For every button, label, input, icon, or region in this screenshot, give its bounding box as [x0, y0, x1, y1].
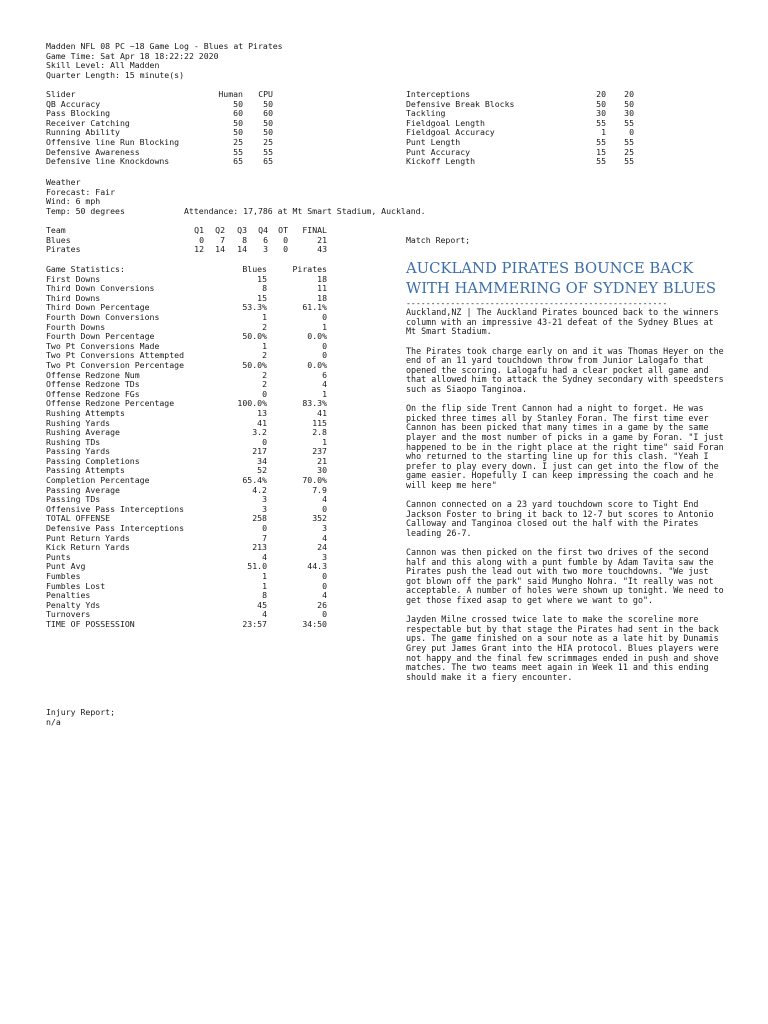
period-score: 0 [283, 234, 288, 245]
stat-label: Two Pt Conversions Attempted [46, 350, 185, 361]
human-value: 55 [233, 146, 243, 157]
score-rows [46, 226, 331, 255]
period-header: Q4 [258, 225, 268, 235]
blues-value: 2 [262, 350, 267, 361]
period-score: 14 [237, 244, 247, 255]
blues-value: 100.0% [237, 398, 267, 409]
sliders-left-rows [46, 100, 281, 167]
stats-heading: Game Statistics: [46, 264, 125, 274]
slider-name: Punt Length [406, 136, 461, 147]
stat-label: Offensive Pass Interceptions [46, 503, 185, 514]
cpu-value: 25 [624, 146, 634, 157]
pirates-value: 41 [317, 407, 327, 418]
pirates-value: 0.0% [307, 359, 327, 370]
blues-value: 8 [262, 590, 267, 601]
pirates-value: 237 [312, 446, 327, 457]
blues-value: 258 [252, 513, 267, 524]
pirates-value: 1 [322, 436, 327, 447]
stat-label: Third Downs [46, 292, 101, 303]
weather-heading: Weather [46, 177, 81, 187]
blues-value: 2 [262, 379, 267, 390]
slider-header: Slider [46, 89, 76, 99]
slider-name: Receiver Catching [46, 117, 130, 128]
pirates-value: 0 [322, 609, 327, 620]
blues-value: 0 [262, 388, 267, 399]
blues-value: 15 [257, 273, 267, 284]
pirates-value: 30 [317, 465, 327, 476]
pirates-value: 70.0% [302, 475, 327, 486]
match-report-label: Match Report; [406, 235, 471, 245]
slider-name: Kickoff Length [406, 156, 476, 167]
blues-value: 3.2 [252, 427, 267, 438]
report-headline: AUCKLAND PIRATES BOUNCE BACK WITH HAMMERING OF SYDNEY BLUES [406, 259, 717, 297]
human-value: 20 [596, 89, 606, 99]
human-value: 60 [233, 108, 243, 119]
slider-name: Interceptions [406, 89, 471, 99]
score-header-row [46, 226, 331, 236]
period-score: 12 [194, 244, 204, 255]
stat-label: Fourth Downs [46, 321, 106, 332]
attendance: Attendance: 17,786 at Mt Smart Stadium, Auckland. [184, 205, 426, 216]
stat-label: Third Down Conversions [46, 283, 155, 294]
stat-label: Offense Redzone Percentage [46, 398, 175, 409]
period-header: Q1 [194, 225, 204, 235]
report-body [406, 308, 726, 682]
human-value: 15 [596, 146, 606, 157]
human-value: 50 [233, 117, 243, 128]
injury-heading: Injury Report; [46, 707, 116, 717]
period-score: 21 [317, 234, 327, 245]
pirates-value: 0 [322, 350, 327, 361]
blues-value: 4 [262, 609, 267, 620]
blues-value: 50.0% [242, 359, 267, 370]
pirates-value: 0 [322, 580, 327, 591]
slider-name: Offensive line Run Blocking [46, 136, 180, 147]
pirates-value: 44.3 [307, 561, 327, 572]
blues-value: 3 [262, 494, 267, 505]
pirates-value: 4 [322, 379, 327, 390]
blues-value: 34 [257, 455, 267, 466]
cpu-value: 50 [263, 127, 273, 138]
blues-value: 15 [257, 292, 267, 303]
report-paragraph: Jayden Milne crossed twice late to make the scoreline more respectable but by that stage the Pirates had sent in the back ups. The game finished on a sour note as a late hit by Dunamis Grey put James Grant into the HIA protocol. Blues players were not happy and the final few scrimmages ended in push and shove matches. The two teams meet again in Week 11 and this ending should make it a fiery encounter. [406, 614, 719, 682]
stat-label: Defensive Pass Interceptions [46, 523, 185, 534]
blues-value: 50.0% [242, 331, 267, 342]
human-value: 65 [233, 156, 243, 167]
blues-value: 4.2 [252, 484, 267, 495]
game-log-header [46, 42, 283, 80]
stat-label: Passing Average [46, 484, 120, 495]
pirates-value: 6 [322, 369, 327, 380]
stat-label: Rushing Attempts [46, 407, 125, 418]
score-row [46, 245, 331, 255]
cpu-value: 65 [263, 156, 273, 167]
headline-rule: ----------------------------------------------------- [406, 298, 668, 308]
human-value: 55 [596, 156, 606, 167]
stat-label: Punts [46, 551, 71, 562]
cpu-header: CPU [258, 89, 273, 99]
period-score: 0 [283, 244, 288, 255]
log-title: Madden NFL 08 PC ~18 Game Log - Blues at Pirates [46, 41, 283, 51]
stat-label: Offense Redzone TDs [46, 379, 140, 390]
stat-label: Two Pt Conversion Percentage [46, 359, 185, 370]
slider-name: Defensive Awareness [46, 146, 140, 157]
period-score: 43 [317, 244, 327, 255]
cpu-value: 25 [263, 136, 273, 147]
cpu-value: 55 [624, 117, 634, 128]
blues-value: 0 [262, 436, 267, 447]
blues-value: 52 [257, 465, 267, 476]
stat-label: Penalties [46, 590, 91, 601]
blues-value: 41 [257, 417, 267, 428]
stat-label: Passing TDs [46, 494, 101, 505]
pirates-value: 115 [312, 417, 327, 428]
pirates-value: 18 [317, 292, 327, 303]
pirates-value: 0.0% [307, 331, 327, 342]
slider-row [46, 157, 281, 167]
pirates-value: 4 [322, 590, 327, 601]
stat-label: Passing Yards [46, 446, 111, 457]
stat-row [46, 553, 331, 563]
stat-label: Punt Avg [46, 561, 86, 572]
blues-value: 1 [262, 580, 267, 591]
human-value: 1 [601, 127, 606, 138]
cpu-value: 50 [624, 98, 634, 109]
slider-name: Punt Accuracy [406, 146, 471, 157]
cpu-value: 55 [624, 156, 634, 167]
skill-level: Skill Level: All Madden [46, 60, 160, 71]
period-score: 0 [199, 234, 204, 245]
slider-row [406, 157, 636, 167]
slider-name: Defensive line Knockdowns [46, 156, 170, 167]
team-name: Pirates [46, 244, 81, 255]
blues-value: 53.3% [242, 302, 267, 313]
blues-value: 13 [257, 407, 267, 418]
pirates-value: 4 [322, 494, 327, 505]
pirates-value: 1 [322, 388, 327, 399]
period-header: OT [278, 225, 288, 235]
stat-label: Kick Return Yards [46, 542, 130, 553]
pirates-value: 34:50 [302, 618, 327, 629]
human-value: 55 [596, 136, 606, 147]
pirates-header: Pirates [292, 264, 327, 274]
blues-value: 65.4% [242, 475, 267, 486]
pirates-value: 0 [322, 571, 327, 581]
sliders-left-table [46, 90, 281, 167]
human-value: 25 [233, 136, 243, 147]
blues-value: 23:57 [242, 618, 267, 629]
slider-name: Fieldgoal Accuracy [406, 127, 495, 138]
temp-attendance-row [46, 207, 466, 217]
pirates-value: 24 [317, 542, 327, 553]
pirates-value: 0 [322, 340, 327, 351]
period-header: FINAL [302, 225, 327, 235]
blues-value: 217 [252, 446, 267, 457]
weather-block [46, 178, 466, 216]
stat-label: Fourth Down Conversions [46, 311, 160, 322]
injury-text: n/a [46, 716, 61, 727]
pirates-value: 3 [322, 523, 327, 534]
cpu-value: 30 [624, 108, 634, 119]
blues-value: 51.0 [247, 561, 267, 572]
weather-temp: Temp: 50 degrees [46, 205, 125, 216]
score-row [46, 236, 331, 246]
report-paragraph: On the flip side Trent Cannon had a night to forget. He was picked three times all by Stanley Foran. The first time ever Cannon has been picked that many times in a game by the same player and the most number of picks in a game by Foran. "I just happened to be in the right place at the right time" said Foran who returned to the starting line up for this clash. "Yeah I prefer to play every down. I just can get into the flow of the game easier. Hopefully I can keep impressing the coach and he will keep me here" [406, 403, 724, 490]
period-header: Q3 [237, 225, 247, 235]
score-table [46, 226, 331, 255]
blues-value: 1 [262, 571, 267, 581]
stat-label: Passing Attempts [46, 465, 125, 476]
stat-row [46, 562, 331, 572]
period-score: 8 [242, 234, 247, 245]
pirates-value: 0 [322, 503, 327, 514]
cpu-value: 20 [624, 89, 634, 99]
pirates-value: 26 [317, 599, 327, 610]
match-report [406, 236, 726, 692]
blues-header: Blues [242, 264, 267, 274]
blues-value: 3 [262, 503, 267, 514]
blues-value: 2 [262, 369, 267, 380]
blues-value: 213 [252, 542, 267, 553]
slider-name: QB Accuracy [46, 98, 101, 109]
blues-value: 1 [262, 311, 267, 322]
stat-label: Punt Return Yards [46, 532, 130, 543]
human-value: 50 [233, 127, 243, 138]
period-score: 6 [263, 234, 268, 245]
injury-report [46, 708, 115, 727]
report-paragraph: The Pirates took charge early on and it was Thomas Heyer on the end of an 11 yard touchdown throw from Junior Lalogafo that opened the scoring. Lalogafu had a clear pocket all game and that allowed him to attack the Sydney secondary with speedsters such as Siaopo Tanginoa. [406, 345, 724, 394]
stat-label: Passing Completions [46, 455, 140, 466]
pirates-value: 18 [317, 273, 327, 284]
pirates-value: 352 [312, 513, 327, 524]
pirates-value: 83.3% [302, 398, 327, 409]
period-score: 3 [263, 244, 268, 255]
stat-label: Penalty Yds [46, 599, 101, 610]
stat-label: Turnovers [46, 609, 91, 620]
stat-label: TIME OF POSSESSION [46, 618, 135, 629]
human-value: 30 [596, 108, 606, 119]
report-paragraph: Cannon was then picked on the first two drives of the second half and this along with a punt fumble by Adam Tavita saw the Pirates push the lead out with two more touchdowns. "We just got blown off the park" said Mungho Nohra. "It really was not acceptable. A number of holes were shown up tonight. We need to get those fixed asap to get where we want to go". [406, 547, 724, 605]
human-value: 50 [233, 98, 243, 109]
period-score: 7 [220, 234, 225, 245]
report-paragraph: Cannon connected on a 23 yard touchdown score to Tight End Jackson Foster to bring it back to 12-7 but scores to Antonio Calloway and Tanginoa closed out the half with the Pirates leading 26-7. [406, 499, 714, 538]
stat-label: Fumbles [46, 571, 81, 581]
pirates-value: 7.9 [312, 484, 327, 495]
quarter-length: Quarter Length: 15 minute(s) [46, 69, 185, 80]
blues-value: 0 [262, 523, 267, 534]
pirates-value: 21 [317, 455, 327, 466]
human-value: 50 [596, 98, 606, 109]
stat-label: Two Pt Conversions Made [46, 340, 160, 351]
slider-name: Running Ability [46, 127, 120, 138]
pirates-value: 1 [322, 321, 327, 332]
slider-name: Defensive Break Blocks [406, 98, 515, 109]
weather-forecast: Forecast: Fair [46, 186, 116, 197]
human-value: 55 [596, 117, 606, 128]
cpu-value: 60 [263, 108, 273, 119]
blues-value: 4 [262, 551, 267, 562]
stat-label: Fourth Down Percentage [46, 331, 155, 342]
stat-label: TOTAL OFFENSE [46, 513, 111, 524]
pirates-value: 3 [322, 551, 327, 562]
cpu-value: 55 [263, 146, 273, 157]
stat-row [46, 543, 331, 553]
slider-name: Fieldgoal Length [406, 117, 485, 128]
period-score: 14 [215, 244, 225, 255]
stat-label: Rushing Yards [46, 417, 111, 428]
game-time: Game Time: Sat Apr 18 18:22:22 2020 [46, 50, 219, 61]
stat-label: Offense Redzone FGs [46, 388, 140, 399]
cpu-value: 50 [263, 117, 273, 128]
blues-value: 2 [262, 321, 267, 332]
blues-value: 8 [262, 283, 267, 294]
slider-name: Pass Blocking [46, 108, 111, 119]
stat-label: Rushing TDs [46, 436, 101, 447]
stat-label: Completion Percentage [46, 475, 150, 486]
team-name: Blues [46, 234, 71, 245]
stat-label: Third Down Percentage [46, 302, 150, 313]
cpu-value: 0 [629, 127, 634, 138]
blues-value: 1 [262, 340, 267, 351]
stat-row [46, 620, 331, 630]
stat-label: Offense Redzone Num [46, 369, 140, 380]
period-header: Q2 [215, 225, 225, 235]
stats-rows [46, 265, 331, 630]
blues-value: 7 [262, 532, 267, 543]
slider-name: Tackling [406, 108, 446, 119]
human-header: Human [218, 89, 243, 99]
pirates-value: 4 [322, 532, 327, 543]
stat-label: First Downs [46, 273, 101, 284]
cpu-value: 55 [624, 136, 634, 147]
blues-value: 45 [257, 599, 267, 610]
game-stats-table [46, 265, 331, 630]
pirates-value: 0 [322, 311, 327, 322]
pirates-value: 61.1% [302, 302, 327, 313]
stat-label: Fumbles Lost [46, 580, 106, 591]
pirates-value: 2.8 [312, 427, 327, 438]
sliders-right-table [406, 90, 636, 167]
cpu-value: 50 [263, 98, 273, 109]
team-header: Team [46, 225, 66, 235]
pirates-value: 11 [317, 283, 327, 294]
report-paragraph: Auckland,NZ | The Auckland Pirates bounced back to the winners column with an impressive 43-21 defeat of the Sydney Blues at Mt Smart Stadium. [406, 307, 719, 337]
sliders-right-rows [406, 90, 636, 167]
weather-wind: Wind: 6 mph [46, 196, 101, 207]
stat-label: Rushing Average [46, 427, 120, 438]
